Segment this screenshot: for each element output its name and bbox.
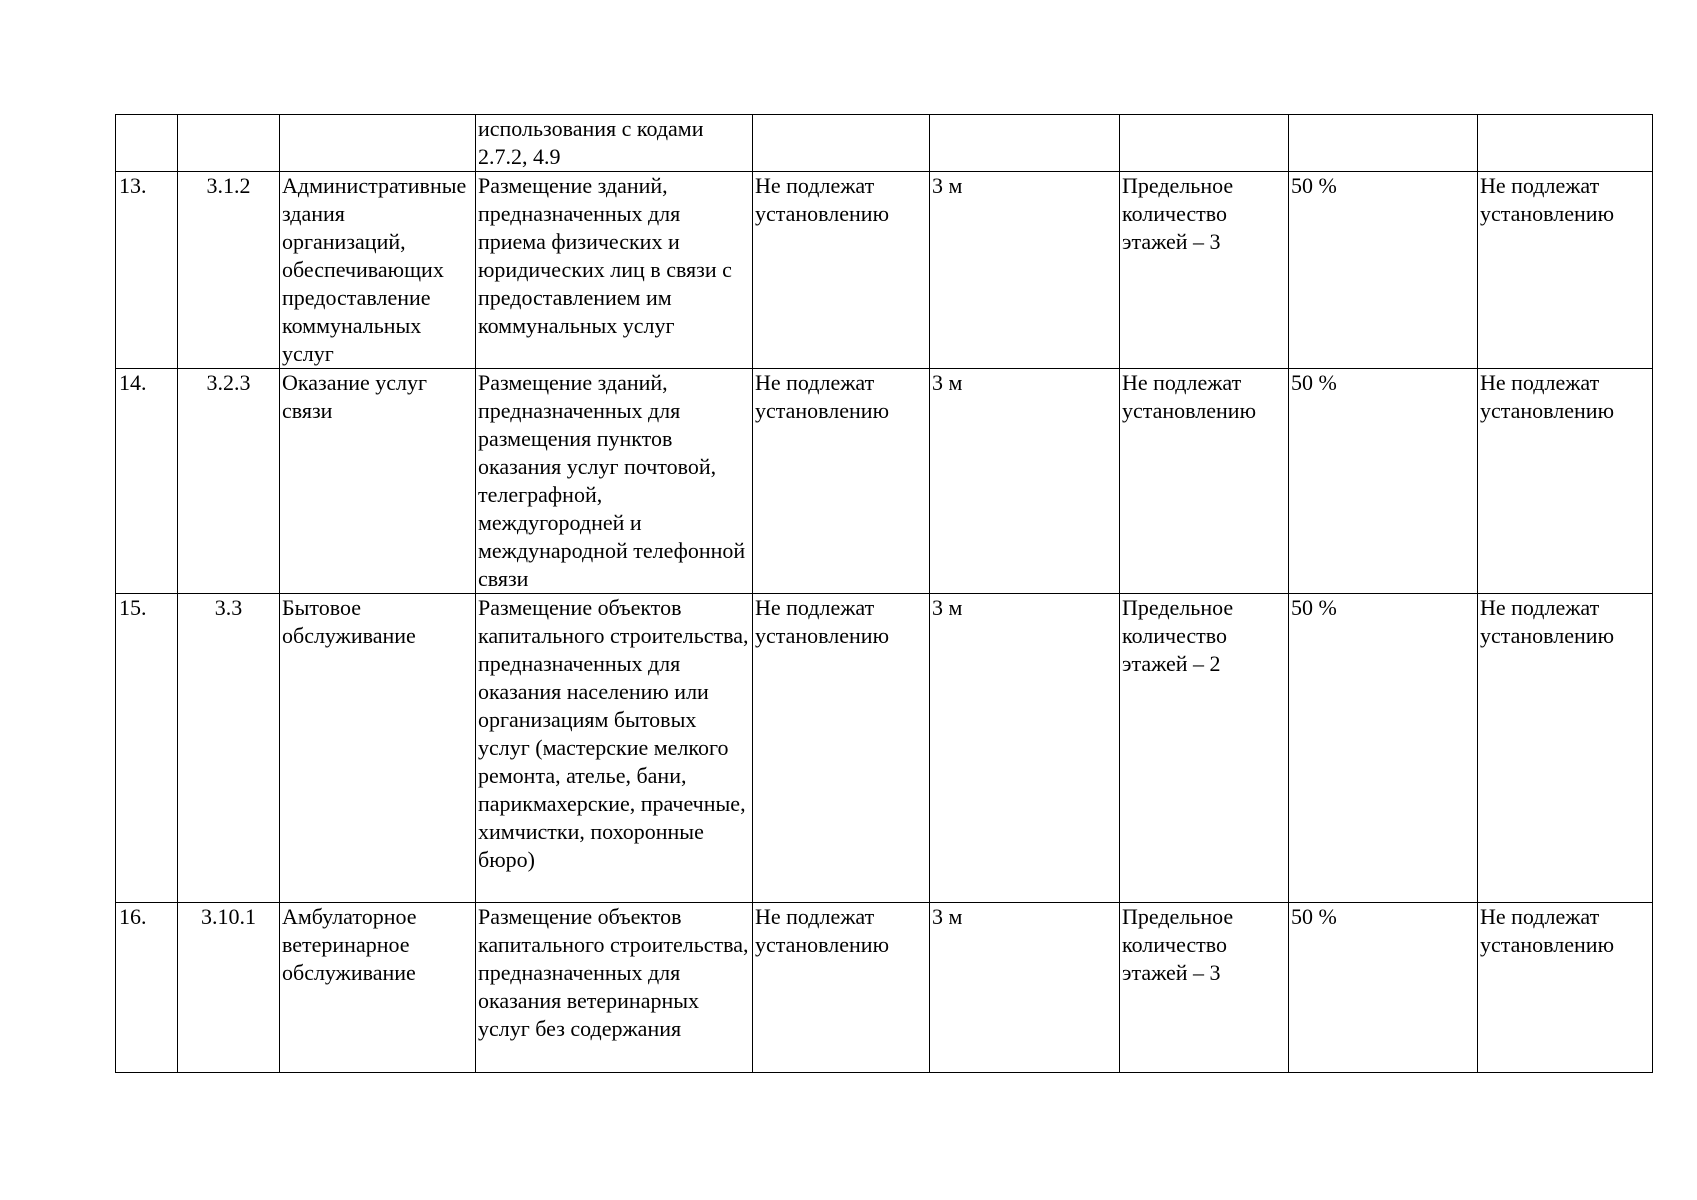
row-number: 16. xyxy=(116,903,178,1073)
coverage-percent: 50 % xyxy=(1289,369,1478,594)
floors-limit: Предельное количество этажей – 3 xyxy=(1120,172,1289,369)
coverage-percent: 50 % xyxy=(1289,172,1478,369)
use-name: Амбулаторное ветеринарное обслуживание xyxy=(280,903,476,1073)
use-description: Размещение объектов капитального строительства, предназначенных для оказания ветеринарных услуг без содержания xyxy=(476,903,753,1073)
use-code: 3.2.3 xyxy=(178,369,280,594)
area-limits: Не подлежат установлению xyxy=(753,594,930,903)
extra-limits xyxy=(1478,115,1653,172)
area-limits: Не подлежат установлению xyxy=(753,369,930,594)
use-code xyxy=(178,115,280,172)
extra-limits: Не подлежат установлению xyxy=(1478,903,1653,1073)
setback: 3 м xyxy=(930,369,1120,594)
extra-limits: Не подлежат установлению xyxy=(1478,369,1653,594)
area-limits: Не подлежат установлению xyxy=(753,172,930,369)
use-name xyxy=(280,115,476,172)
use-description: Размещение зданий, предназначенных для размещения пунктов оказания услуг почтовой, телеграфной, междугородней и международной телефонной связи xyxy=(476,369,753,594)
use-description: Размещение зданий, предназначенных для приема физических и юридических лиц в связи с предоставлением им коммунальных услуг xyxy=(476,172,753,369)
table-row xyxy=(116,172,1653,369)
floors-limit xyxy=(1120,115,1289,172)
use-name: Административные здания организаций, обеспечивающих предоставление коммунальных услуг xyxy=(280,172,476,369)
area-limits: Не подлежат установлению xyxy=(753,903,930,1073)
use-description: использования с кодами 2.7.2, 4.9 xyxy=(476,115,753,172)
extra-limits: Не подлежат установлению xyxy=(1478,172,1653,369)
land-use-table xyxy=(115,114,1653,1073)
coverage-percent xyxy=(1289,115,1478,172)
table-row xyxy=(116,903,1653,1073)
table-row xyxy=(116,115,1653,172)
setback: 3 м xyxy=(930,903,1120,1073)
setback xyxy=(930,115,1120,172)
floors-limit: Предельное количество этажей – 2 xyxy=(1120,594,1289,903)
use-code: 3.10.1 xyxy=(178,903,280,1073)
coverage-percent: 50 % xyxy=(1289,903,1478,1073)
table-row xyxy=(116,594,1653,903)
use-name: Бытовое обслуживание xyxy=(280,594,476,903)
row-number: 15. xyxy=(116,594,178,903)
use-code: 3.1.2 xyxy=(178,172,280,369)
setback: 3 м xyxy=(930,172,1120,369)
coverage-percent: 50 % xyxy=(1289,594,1478,903)
table-row xyxy=(116,369,1653,594)
area-limits xyxy=(753,115,930,172)
setback: 3 м xyxy=(930,594,1120,903)
use-code: 3.3 xyxy=(178,594,280,903)
row-number: 14. xyxy=(116,369,178,594)
row-number xyxy=(116,115,178,172)
extra-limits: Не подлежат установлению xyxy=(1478,594,1653,903)
row-number: 13. xyxy=(116,172,178,369)
use-description: Размещение объектов капитального строительства, предназначенных для оказания населению или организациям бытовых услуг (мастерские мелкого ремонта, ателье, бани, парикмахерские, прачечные, химчистки, похоронные бюро) xyxy=(476,594,753,903)
use-name: Оказание услуг связи xyxy=(280,369,476,594)
floors-limit: Предельное количество этажей – 3 xyxy=(1120,903,1289,1073)
floors-limit: Не подлежат установлению xyxy=(1120,369,1289,594)
